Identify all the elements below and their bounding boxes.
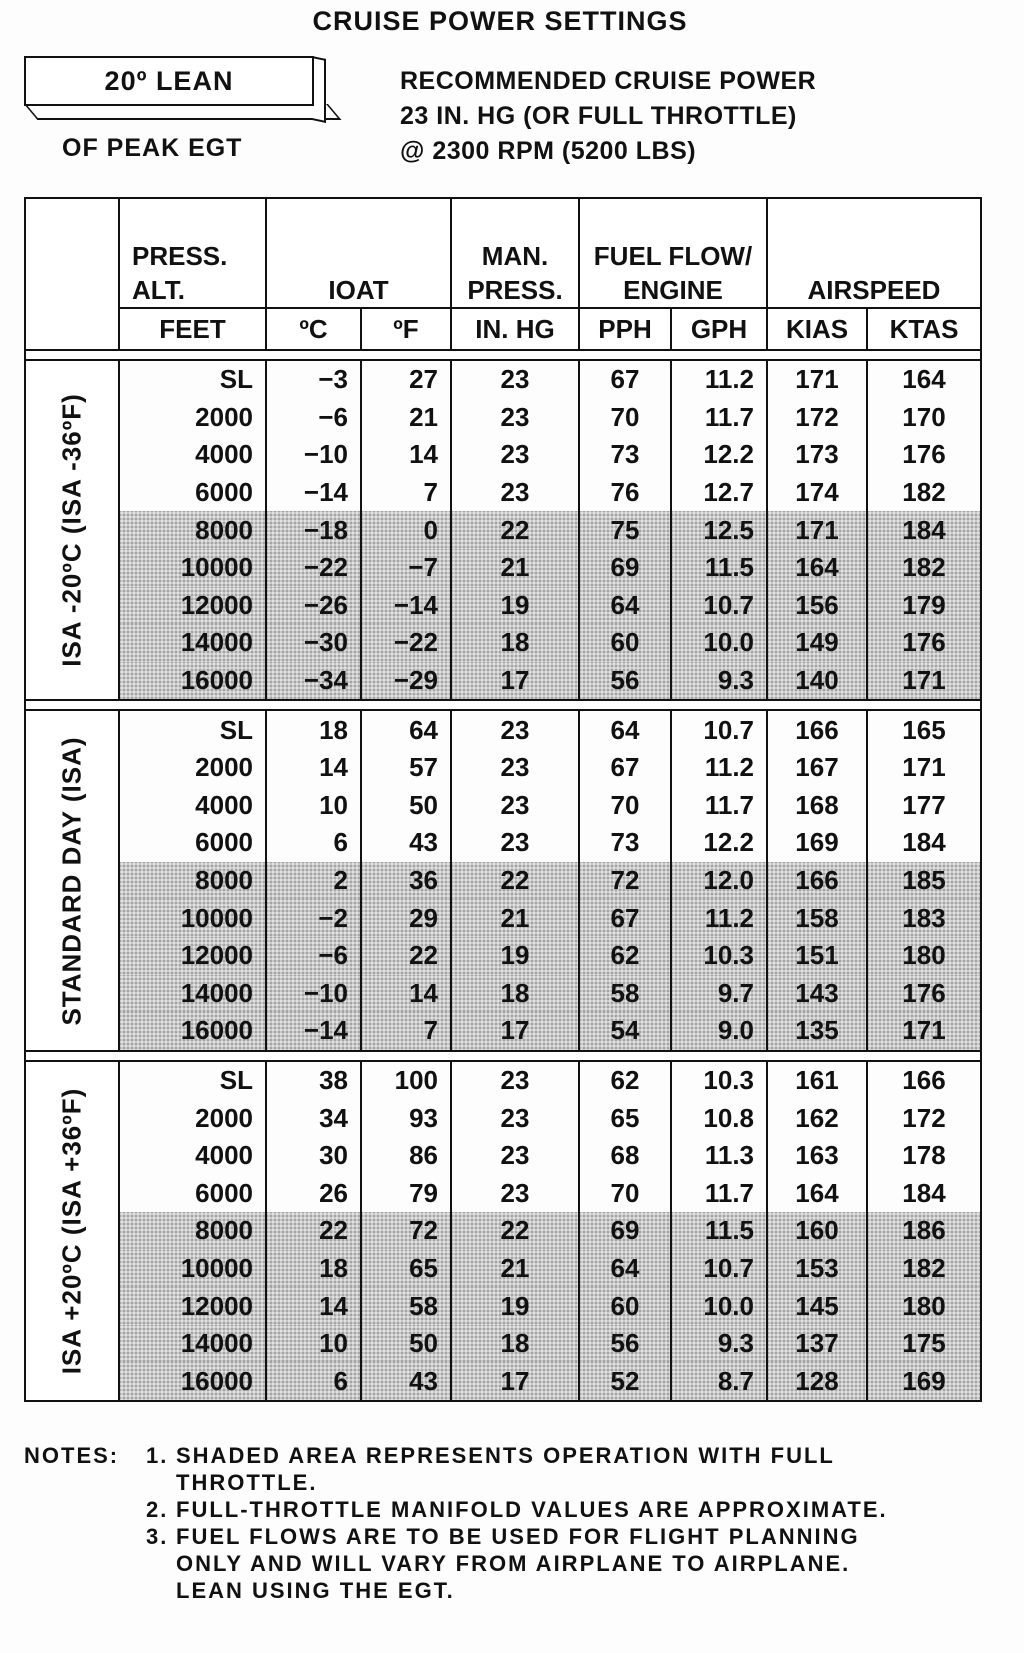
cell-gph: 10.7 — [671, 1250, 767, 1288]
cell-pph: 52 — [579, 1362, 671, 1401]
cell-ioat-f: 27 — [361, 360, 451, 399]
cell-gph: 12.2 — [671, 436, 767, 474]
table-row — [25, 1250, 981, 1288]
cell-ioat-c: −6 — [266, 937, 361, 975]
table-row — [25, 787, 981, 825]
cell-feet: 2000 — [119, 399, 266, 437]
cell-feet: 14000 — [119, 1325, 266, 1363]
cell-ktas: 165 — [867, 710, 981, 749]
cell-ktas: 183 — [867, 899, 981, 937]
cell-ioat-c: −26 — [266, 587, 361, 625]
table-row — [25, 436, 981, 474]
section-label-text: STANDARD DAY (ISA) — [56, 735, 87, 1026]
header-airspeed: AIRSPEED — [767, 198, 981, 308]
cell-ktas: 184 — [867, 1174, 981, 1212]
cell-ioat-f: 22 — [361, 937, 451, 975]
cell-man-press: 22 — [451, 1212, 579, 1250]
cell-man-press: 22 — [451, 862, 579, 900]
cell-pph: 64 — [579, 1250, 671, 1288]
cell-ioat-f: 43 — [361, 824, 451, 862]
cell-feet: 16000 — [119, 1362, 266, 1401]
cell-pph: 60 — [579, 624, 671, 662]
cell-ktas: 169 — [867, 1362, 981, 1401]
cell-ktas: 176 — [867, 975, 981, 1013]
table-row — [25, 1099, 981, 1137]
cell-ioat-c: −3 — [266, 360, 361, 399]
cell-feet: 16000 — [119, 1012, 266, 1051]
cell-pph: 62 — [579, 937, 671, 975]
table-row — [25, 474, 981, 512]
cell-ioat-f: 14 — [361, 436, 451, 474]
cell-feet: 4000 — [119, 787, 266, 825]
unit-kias: KIAS — [767, 308, 867, 350]
cell-gph: 10.7 — [671, 587, 767, 625]
lean-setting-box — [24, 56, 324, 122]
cell-ktas: 171 — [867, 749, 981, 787]
cell-ioat-c: 10 — [266, 787, 361, 825]
cell-man-press: 23 — [451, 436, 579, 474]
cell-pph: 68 — [579, 1137, 671, 1175]
cell-ktas: 185 — [867, 862, 981, 900]
cell-kias: 161 — [767, 1061, 867, 1100]
cell-ktas: 166 — [867, 1061, 981, 1100]
cell-gph: 11.3 — [671, 1137, 767, 1175]
table-row — [25, 399, 981, 437]
table-row — [25, 511, 981, 549]
cruise-power-table — [24, 197, 982, 1402]
cell-kias: 174 — [767, 474, 867, 512]
table-row — [25, 587, 981, 625]
table-row — [25, 710, 981, 749]
cell-ktas: 179 — [867, 587, 981, 625]
table-row — [25, 662, 981, 701]
cell-pph: 67 — [579, 899, 671, 937]
section-label — [25, 1061, 119, 1401]
cell-gph: 9.3 — [671, 662, 767, 701]
cell-ktas: 184 — [867, 824, 981, 862]
cell-ktas: 182 — [867, 1250, 981, 1288]
cell-man-press: 23 — [451, 474, 579, 512]
cell-gph: 9.0 — [671, 1012, 767, 1051]
recommendation-line: 23 IN. HG (OR FULL THROTTLE) — [400, 102, 797, 130]
cell-ioat-c: 6 — [266, 824, 361, 862]
cell-ioat-f: 93 — [361, 1099, 451, 1137]
cell-kias: 171 — [767, 360, 867, 399]
cell-pph: 58 — [579, 975, 671, 1013]
cell-pph: 54 — [579, 1012, 671, 1051]
unit-feet: FEET — [119, 308, 266, 350]
cell-gph: 12.2 — [671, 824, 767, 862]
cell-ktas: 176 — [867, 436, 981, 474]
cell-man-press: 21 — [451, 1250, 579, 1288]
note-item — [24, 1442, 924, 1496]
cell-feet: 8000 — [119, 862, 266, 900]
cell-ioat-f: 50 — [361, 1325, 451, 1363]
cell-ioat-c: 30 — [266, 1137, 361, 1175]
cell-man-press: 23 — [451, 749, 579, 787]
cell-ioat-c: 26 — [266, 1174, 361, 1212]
table-row — [25, 1325, 981, 1363]
cell-gph: 10.0 — [671, 1287, 767, 1325]
cell-feet: 6000 — [119, 824, 266, 862]
table-row — [25, 1362, 981, 1401]
cell-ktas: 184 — [867, 511, 981, 549]
cell-ioat-c: 18 — [266, 1250, 361, 1288]
cell-ioat-f: 64 — [361, 710, 451, 749]
cell-gph: 10.3 — [671, 1061, 767, 1100]
cell-ioat-c: 22 — [266, 1212, 361, 1250]
table-row — [25, 624, 981, 662]
cell-man-press: 23 — [451, 1061, 579, 1100]
note-text: FUEL FLOWS ARE TO BE USED FOR FLIGHT PLANNING ONLY AND WILL VARY FROM AIRPLANE TO AIRPLANE. LEAN USING THE EGT. — [176, 1524, 860, 1603]
cell-feet: 12000 — [119, 937, 266, 975]
box-bottom-face — [24, 104, 341, 120]
notes-label: NOTES: — [24, 1443, 120, 1468]
cell-ioat-f: −29 — [361, 662, 451, 701]
cell-pph: 65 — [579, 1099, 671, 1137]
cell-gph: 12.0 — [671, 862, 767, 900]
cell-gph: 11.2 — [671, 360, 767, 399]
cell-man-press: 17 — [451, 662, 579, 701]
cell-ioat-c: −18 — [266, 511, 361, 549]
cell-man-press: 23 — [451, 1137, 579, 1175]
cell-ioat-f: 29 — [361, 899, 451, 937]
cell-feet: 12000 — [119, 1287, 266, 1325]
section-separator — [25, 700, 981, 710]
cell-man-press: 17 — [451, 1012, 579, 1051]
cell-feet: SL — [119, 1061, 266, 1100]
cell-man-press: 23 — [451, 360, 579, 399]
cell-gph: 12.5 — [671, 511, 767, 549]
section-separator — [25, 1051, 981, 1061]
cell-kias: 145 — [767, 1287, 867, 1325]
cell-feet: 14000 — [119, 624, 266, 662]
cell-ioat-c: 38 — [266, 1061, 361, 1100]
cell-man-press: 19 — [451, 937, 579, 975]
cell-pph: 64 — [579, 587, 671, 625]
cell-ktas: 164 — [867, 360, 981, 399]
cell-kias: 158 — [767, 899, 867, 937]
cell-man-press: 23 — [451, 824, 579, 862]
table-row — [25, 937, 981, 975]
notes-block — [24, 1442, 924, 1604]
table-row — [25, 899, 981, 937]
cell-man-press: 23 — [451, 1099, 579, 1137]
cell-pph: 75 — [579, 511, 671, 549]
cell-ioat-f: 7 — [361, 474, 451, 512]
cell-ioat-f: 36 — [361, 862, 451, 900]
cell-ktas: 170 — [867, 399, 981, 437]
section-separator — [25, 350, 981, 360]
table-row — [25, 862, 981, 900]
cell-kias: 168 — [767, 787, 867, 825]
cell-gph: 8.7 — [671, 1362, 767, 1401]
cell-kias: 156 — [767, 587, 867, 625]
header-fuel-flow: FUEL FLOW/ ENGINE — [579, 198, 767, 308]
table-row — [25, 1137, 981, 1175]
cell-man-press: 23 — [451, 710, 579, 749]
cell-gph: 12.7 — [671, 474, 767, 512]
cell-kias: 164 — [767, 1174, 867, 1212]
box-side-face — [312, 56, 326, 123]
cell-feet: 10000 — [119, 899, 266, 937]
cell-gph: 9.3 — [671, 1325, 767, 1363]
cell-pph: 56 — [579, 662, 671, 701]
section-label — [25, 360, 119, 700]
section-label-text: ISA +20ºC (ISA +36ºF) — [56, 1087, 87, 1375]
cell-pph: 76 — [579, 474, 671, 512]
recommendation-line: @ 2300 RPM (5200 LBS) — [400, 137, 697, 165]
cell-kias: 173 — [767, 436, 867, 474]
table-row — [25, 749, 981, 787]
cell-ioat-f: 43 — [361, 1362, 451, 1401]
cell-ioat-c: 2 — [266, 862, 361, 900]
cell-pph: 73 — [579, 824, 671, 862]
cell-kias: 172 — [767, 399, 867, 437]
cell-feet: 4000 — [119, 436, 266, 474]
cell-feet: 8000 — [119, 511, 266, 549]
lean-label: 20º LEAN — [24, 56, 314, 106]
cell-pph: 70 — [579, 1174, 671, 1212]
cell-ioat-f: 58 — [361, 1287, 451, 1325]
cell-man-press: 23 — [451, 787, 579, 825]
cell-ioat-c: 34 — [266, 1099, 361, 1137]
unit-celsius: ºC — [266, 308, 361, 350]
cell-ioat-c: −34 — [266, 662, 361, 701]
unit-gph: GPH — [671, 308, 767, 350]
cell-ioat-c: 18 — [266, 710, 361, 749]
cell-man-press: 22 — [451, 511, 579, 549]
cell-pph: 67 — [579, 749, 671, 787]
cell-man-press: 19 — [451, 1287, 579, 1325]
cell-man-press: 18 — [451, 975, 579, 1013]
cell-ktas: 180 — [867, 1287, 981, 1325]
header-press-alt: PRESS. ALT. — [119, 198, 266, 308]
section-label-text: ISA -20ºC (ISA -36ºF) — [56, 393, 87, 667]
cell-man-press: 19 — [451, 587, 579, 625]
cell-ktas: 186 — [867, 1212, 981, 1250]
cell-man-press: 21 — [451, 549, 579, 587]
cell-ktas: 172 — [867, 1099, 981, 1137]
cell-ioat-f: 65 — [361, 1250, 451, 1288]
cell-kias: 140 — [767, 662, 867, 701]
cell-ioat-c: −14 — [266, 1012, 361, 1051]
cell-feet: 10000 — [119, 549, 266, 587]
unit-fahrenheit: ºF — [361, 308, 451, 350]
cell-kias: 128 — [767, 1362, 867, 1401]
cell-pph: 70 — [579, 787, 671, 825]
cell-gph: 10.7 — [671, 710, 767, 749]
cell-ktas: 175 — [867, 1325, 981, 1363]
cell-ioat-f: 79 — [361, 1174, 451, 1212]
lean-sub-label: OF PEAK EGT — [62, 134, 243, 162]
cell-pph: 62 — [579, 1061, 671, 1100]
cell-ioat-c: −6 — [266, 399, 361, 437]
cell-ioat-f: 21 — [361, 399, 451, 437]
cell-kias: 135 — [767, 1012, 867, 1051]
cell-feet: 12000 — [119, 587, 266, 625]
cell-gph: 11.7 — [671, 787, 767, 825]
cell-ioat-c: 10 — [266, 1325, 361, 1363]
cell-man-press: 23 — [451, 399, 579, 437]
cell-pph: 67 — [579, 360, 671, 399]
cell-kias: 143 — [767, 975, 867, 1013]
cell-pph: 73 — [579, 436, 671, 474]
recommendation-line: RECOMMENDED CRUISE POWER — [400, 67, 817, 95]
cell-gph: 11.2 — [671, 749, 767, 787]
cell-gph: 11.7 — [671, 1174, 767, 1212]
table-row — [25, 360, 981, 399]
cell-ioat-c: 6 — [266, 1362, 361, 1401]
cell-gph: 11.5 — [671, 549, 767, 587]
cell-kias: 164 — [767, 549, 867, 587]
cell-ktas: 176 — [867, 624, 981, 662]
unit-in-hg: IN. HG — [451, 308, 579, 350]
cell-ioat-f: 72 — [361, 1212, 451, 1250]
cell-ioat-c: 14 — [266, 1287, 361, 1325]
table-row — [25, 1012, 981, 1051]
cell-kias: 149 — [767, 624, 867, 662]
corner-cell — [25, 198, 119, 350]
cell-man-press: 18 — [451, 624, 579, 662]
note-item — [24, 1523, 924, 1604]
cell-ktas: 182 — [867, 549, 981, 587]
cell-ioat-f: −22 — [361, 624, 451, 662]
cell-pph: 69 — [579, 1212, 671, 1250]
cell-kias: 162 — [767, 1099, 867, 1137]
note-item — [24, 1496, 924, 1523]
unit-ktas: KTAS — [867, 308, 981, 350]
cell-ioat-c: −22 — [266, 549, 361, 587]
cell-kias: 163 — [767, 1137, 867, 1175]
cell-man-press: 17 — [451, 1362, 579, 1401]
cell-ioat-f: 57 — [361, 749, 451, 787]
note-text: FULL-THROTTLE MANIFOLD VALUES ARE APPROXIMATE. — [176, 1497, 888, 1522]
cell-ioat-f: 100 — [361, 1061, 451, 1100]
cell-ktas: 178 — [867, 1137, 981, 1175]
cell-pph: 69 — [579, 549, 671, 587]
cell-pph: 70 — [579, 399, 671, 437]
header-man-press: MAN. PRESS. — [451, 198, 579, 308]
cell-ioat-f: 7 — [361, 1012, 451, 1051]
table-body — [25, 350, 981, 1401]
note-number: 2. — [146, 1497, 169, 1522]
cell-ioat-c: −10 — [266, 436, 361, 474]
cell-kias: 171 — [767, 511, 867, 549]
cell-kias: 166 — [767, 862, 867, 900]
cell-ioat-f: −7 — [361, 549, 451, 587]
cell-ioat-c: −30 — [266, 624, 361, 662]
cell-ktas: 171 — [867, 1012, 981, 1051]
page-title: CRUISE POWER SETTINGS — [312, 6, 688, 36]
cell-gph: 11.2 — [671, 899, 767, 937]
cell-gph: 11.7 — [671, 399, 767, 437]
cell-ioat-f: −14 — [361, 587, 451, 625]
cell-kias: 167 — [767, 749, 867, 787]
recommendation-block — [400, 64, 816, 169]
cell-man-press: 23 — [451, 1174, 579, 1212]
table-row — [25, 549, 981, 587]
cell-ioat-f: 14 — [361, 975, 451, 1013]
cell-ktas: 171 — [867, 662, 981, 701]
cell-ktas: 177 — [867, 787, 981, 825]
cell-feet: 16000 — [119, 662, 266, 701]
cell-kias: 151 — [767, 937, 867, 975]
cell-feet: 2000 — [119, 749, 266, 787]
cell-pph: 60 — [579, 1287, 671, 1325]
cell-kias: 160 — [767, 1212, 867, 1250]
cell-feet: 10000 — [119, 1250, 266, 1288]
note-number: 1. — [146, 1443, 169, 1468]
cell-ioat-c: −10 — [266, 975, 361, 1013]
cell-ktas: 180 — [867, 937, 981, 975]
cell-pph: 64 — [579, 710, 671, 749]
cell-feet: 6000 — [119, 474, 266, 512]
cell-feet: 14000 — [119, 975, 266, 1013]
cell-feet: 8000 — [119, 1212, 266, 1250]
cell-ioat-f: 50 — [361, 787, 451, 825]
cell-feet: SL — [119, 710, 266, 749]
cell-kias: 137 — [767, 1325, 867, 1363]
cell-ioat-c: 14 — [266, 749, 361, 787]
table-row — [25, 1287, 981, 1325]
table-row — [25, 824, 981, 862]
cell-feet: 6000 — [119, 1174, 266, 1212]
header-ioat: IOAT — [266, 198, 451, 308]
note-number: 3. — [146, 1524, 169, 1549]
cell-pph: 56 — [579, 1325, 671, 1363]
cell-gph: 10.0 — [671, 624, 767, 662]
note-text: SHADED AREA REPRESENTS OPERATION WITH FULL THROTTLE. — [176, 1443, 835, 1495]
cell-ioat-c: −2 — [266, 899, 361, 937]
table-row — [25, 1174, 981, 1212]
unit-pph: PPH — [579, 308, 671, 350]
cell-kias: 153 — [767, 1250, 867, 1288]
cell-gph: 10.8 — [671, 1099, 767, 1137]
table-row — [25, 1212, 981, 1250]
cell-ktas: 182 — [867, 474, 981, 512]
cell-feet: 2000 — [119, 1099, 266, 1137]
cell-ioat-c: −14 — [266, 474, 361, 512]
cell-ioat-f: 0 — [361, 511, 451, 549]
cell-gph: 11.5 — [671, 1212, 767, 1250]
section-label — [25, 710, 119, 1050]
cell-gph: 10.3 — [671, 937, 767, 975]
cell-gph: 9.7 — [671, 975, 767, 1013]
cell-ioat-f: 86 — [361, 1137, 451, 1175]
cell-feet: SL — [119, 360, 266, 399]
cell-man-press: 18 — [451, 1325, 579, 1363]
cell-kias: 166 — [767, 710, 867, 749]
cell-man-press: 21 — [451, 899, 579, 937]
cell-kias: 169 — [767, 824, 867, 862]
cell-feet: 4000 — [119, 1137, 266, 1175]
table-row — [25, 1061, 981, 1100]
table-row — [25, 975, 981, 1013]
cell-pph: 72 — [579, 862, 671, 900]
